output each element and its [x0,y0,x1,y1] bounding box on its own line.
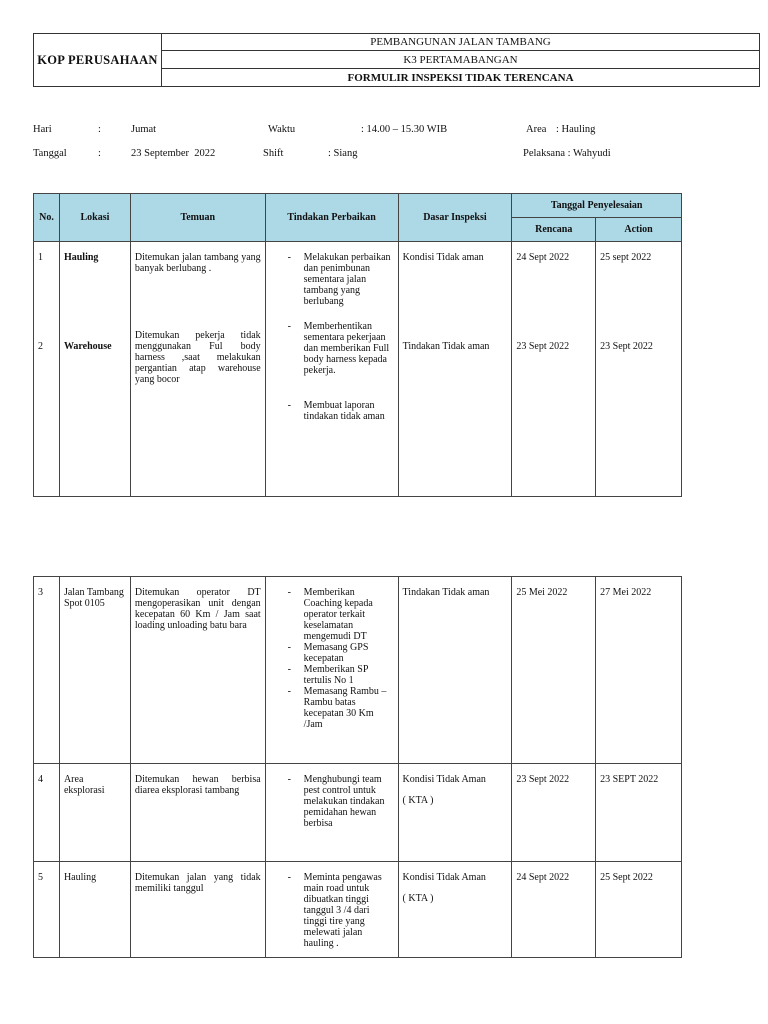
row-lokasi: Area eksplorasi [63,774,105,796]
row-no: 3 [38,587,43,598]
tindakan-list [270,587,394,730]
tindakan-item: - Memberhentikan sementara pekerjaan dan memberikan Full body harness kepada pekerja. [270,321,394,376]
row-temuan: Ditemukan hewan berbisa diarea eksplorasi tambang [134,774,261,796]
inspection-table-1 [33,193,682,497]
row-temuan: Ditemukan jalan yang tidak memiliki tanggul [134,872,261,894]
area-label: Area [526,124,547,135]
header-lokasi: Lokasi [59,194,130,242]
hari-colon: : [98,124,101,135]
row-dasar: Tindakan Tidak aman [402,587,490,598]
header-rencana: Rencana [512,218,596,242]
row-rencana: 24 Sept 2022 [516,872,570,883]
row-action: 23 Sept 2022 [600,341,653,352]
pelaksana: Pelaksana : Wahyudi [523,148,611,159]
row-lokasi: Hauling [63,872,97,883]
tindakan-list [270,774,394,829]
header-tanggal: Tanggal Penyelesaian [512,194,682,218]
row-rencana: 25 Mei 2022 [516,587,568,598]
shift-value: : Siang [328,148,358,159]
row-temuan: Ditemukan operator DT mengoperasikan unit dengan kecepatan 60 Km / Jam saat loading unloading batu bara [134,587,261,631]
row-action: 27 Mei 2022 [600,587,652,598]
tanggal-value: 23 September 2022 [131,148,216,159]
tindakan-item: - Memasang Rambu – Rambu batas kecepatan 30 Km /Jam [270,686,394,730]
table-row [34,764,682,862]
header-tindakan: Tindakan Perbaikan [265,194,398,242]
row-no: 4 [38,774,43,785]
row-rencana: 23 Sept 2022 [516,774,570,785]
row-rencana: 24 Sept 2022 [516,252,570,263]
row-temuan: Ditemukan jalan tambang yang banyak berlubang . [134,252,261,274]
area-value: : Hauling [556,124,596,135]
row-dasar: Kondisi Tidak Aman [402,774,486,785]
header-dasar: Dasar Inspeksi [398,194,512,242]
tindakan-item: - Memberikan SP tertulis No 1 [270,664,394,686]
row-action: 25 sept 2022 [600,252,652,263]
row-action: 23 SEPT 2022 [600,774,659,785]
row-dasar: Kondisi Tidak aman [402,252,484,263]
row-temuan: Ditemukan pekerja tidak menggunakan Ful body harness ,saat melakukan pergantian atap warehouse yang bocor [134,330,261,385]
row-lokasi: Warehouse [63,341,112,352]
form-title: FORMULIR INSPEKSI TIDAK TERENCANA [162,69,760,87]
waktu-value: : 14.00 – 15.30 WIB [361,124,448,135]
row-no: 1 [38,252,43,263]
row-dasar-code: ( KTA ) [402,795,434,806]
row-no: 5 [38,872,43,883]
waktu-label: Waktu [268,124,296,135]
kop-perusahaan-label: KOP PERUSAHAAN [37,52,158,67]
tindakan-list [270,872,394,949]
kop-line-1: PEMBANGUNAN JALAN TAMBANG [162,34,760,51]
row-dasar-code: ( KTA ) [402,893,434,904]
shift-label: Shift [263,148,284,159]
header-no: No. [34,194,60,242]
header-temuan: Temuan [130,194,265,242]
row-rencana: 23 Sept 2022 [516,341,570,352]
tindakan-item: - Melakukan perbaikan dan penimbunan sementara jalan tambang yang berlubang [270,252,394,307]
inspection-table-2 [33,576,682,958]
tindakan-list [270,252,394,422]
table-row [34,577,682,764]
tindakan-item: - Memberikan Coaching kepada operator terkait keselamatan mengemudi DT [270,587,394,642]
row-lokasi: Hauling [63,252,99,263]
table-row [34,862,682,958]
header-action: Action [596,218,682,242]
row-dasar: Kondisi Tidak Aman [402,872,486,883]
tindakan-item: - Menghubungi team pest control untuk melakukan tindakan pemidahan hewan berbisa [270,774,394,829]
row-dasar: Tindakan Tidak aman [402,341,490,352]
hari-value: Jumat [131,124,157,135]
tindakan-item: - Membuat laporan tindakan tidak aman [270,400,394,422]
row-lokasi: Jalan Tambang Spot 0105 [63,587,124,609]
tindakan-item: - Meminta pengawas main road untuk dibuatkan tinggi tanggul 3 /4 dari tinggi tire yang melewati jalan hauling . [270,872,394,949]
kop-perusahaan [34,34,162,87]
row-no: 2 [38,341,43,352]
table-row [34,242,682,497]
hari-label: Hari [33,124,52,135]
tanggal-label: Tanggal [33,148,67,159]
tanggal-colon: : [98,148,101,159]
tindakan-item: - Memasang GPS kecepatan [270,642,394,664]
kop-line-2: K3 PERTAMABANGAN [162,51,760,69]
kop-header-table [33,33,760,87]
row-action: 25 Sept 2022 [600,872,653,883]
